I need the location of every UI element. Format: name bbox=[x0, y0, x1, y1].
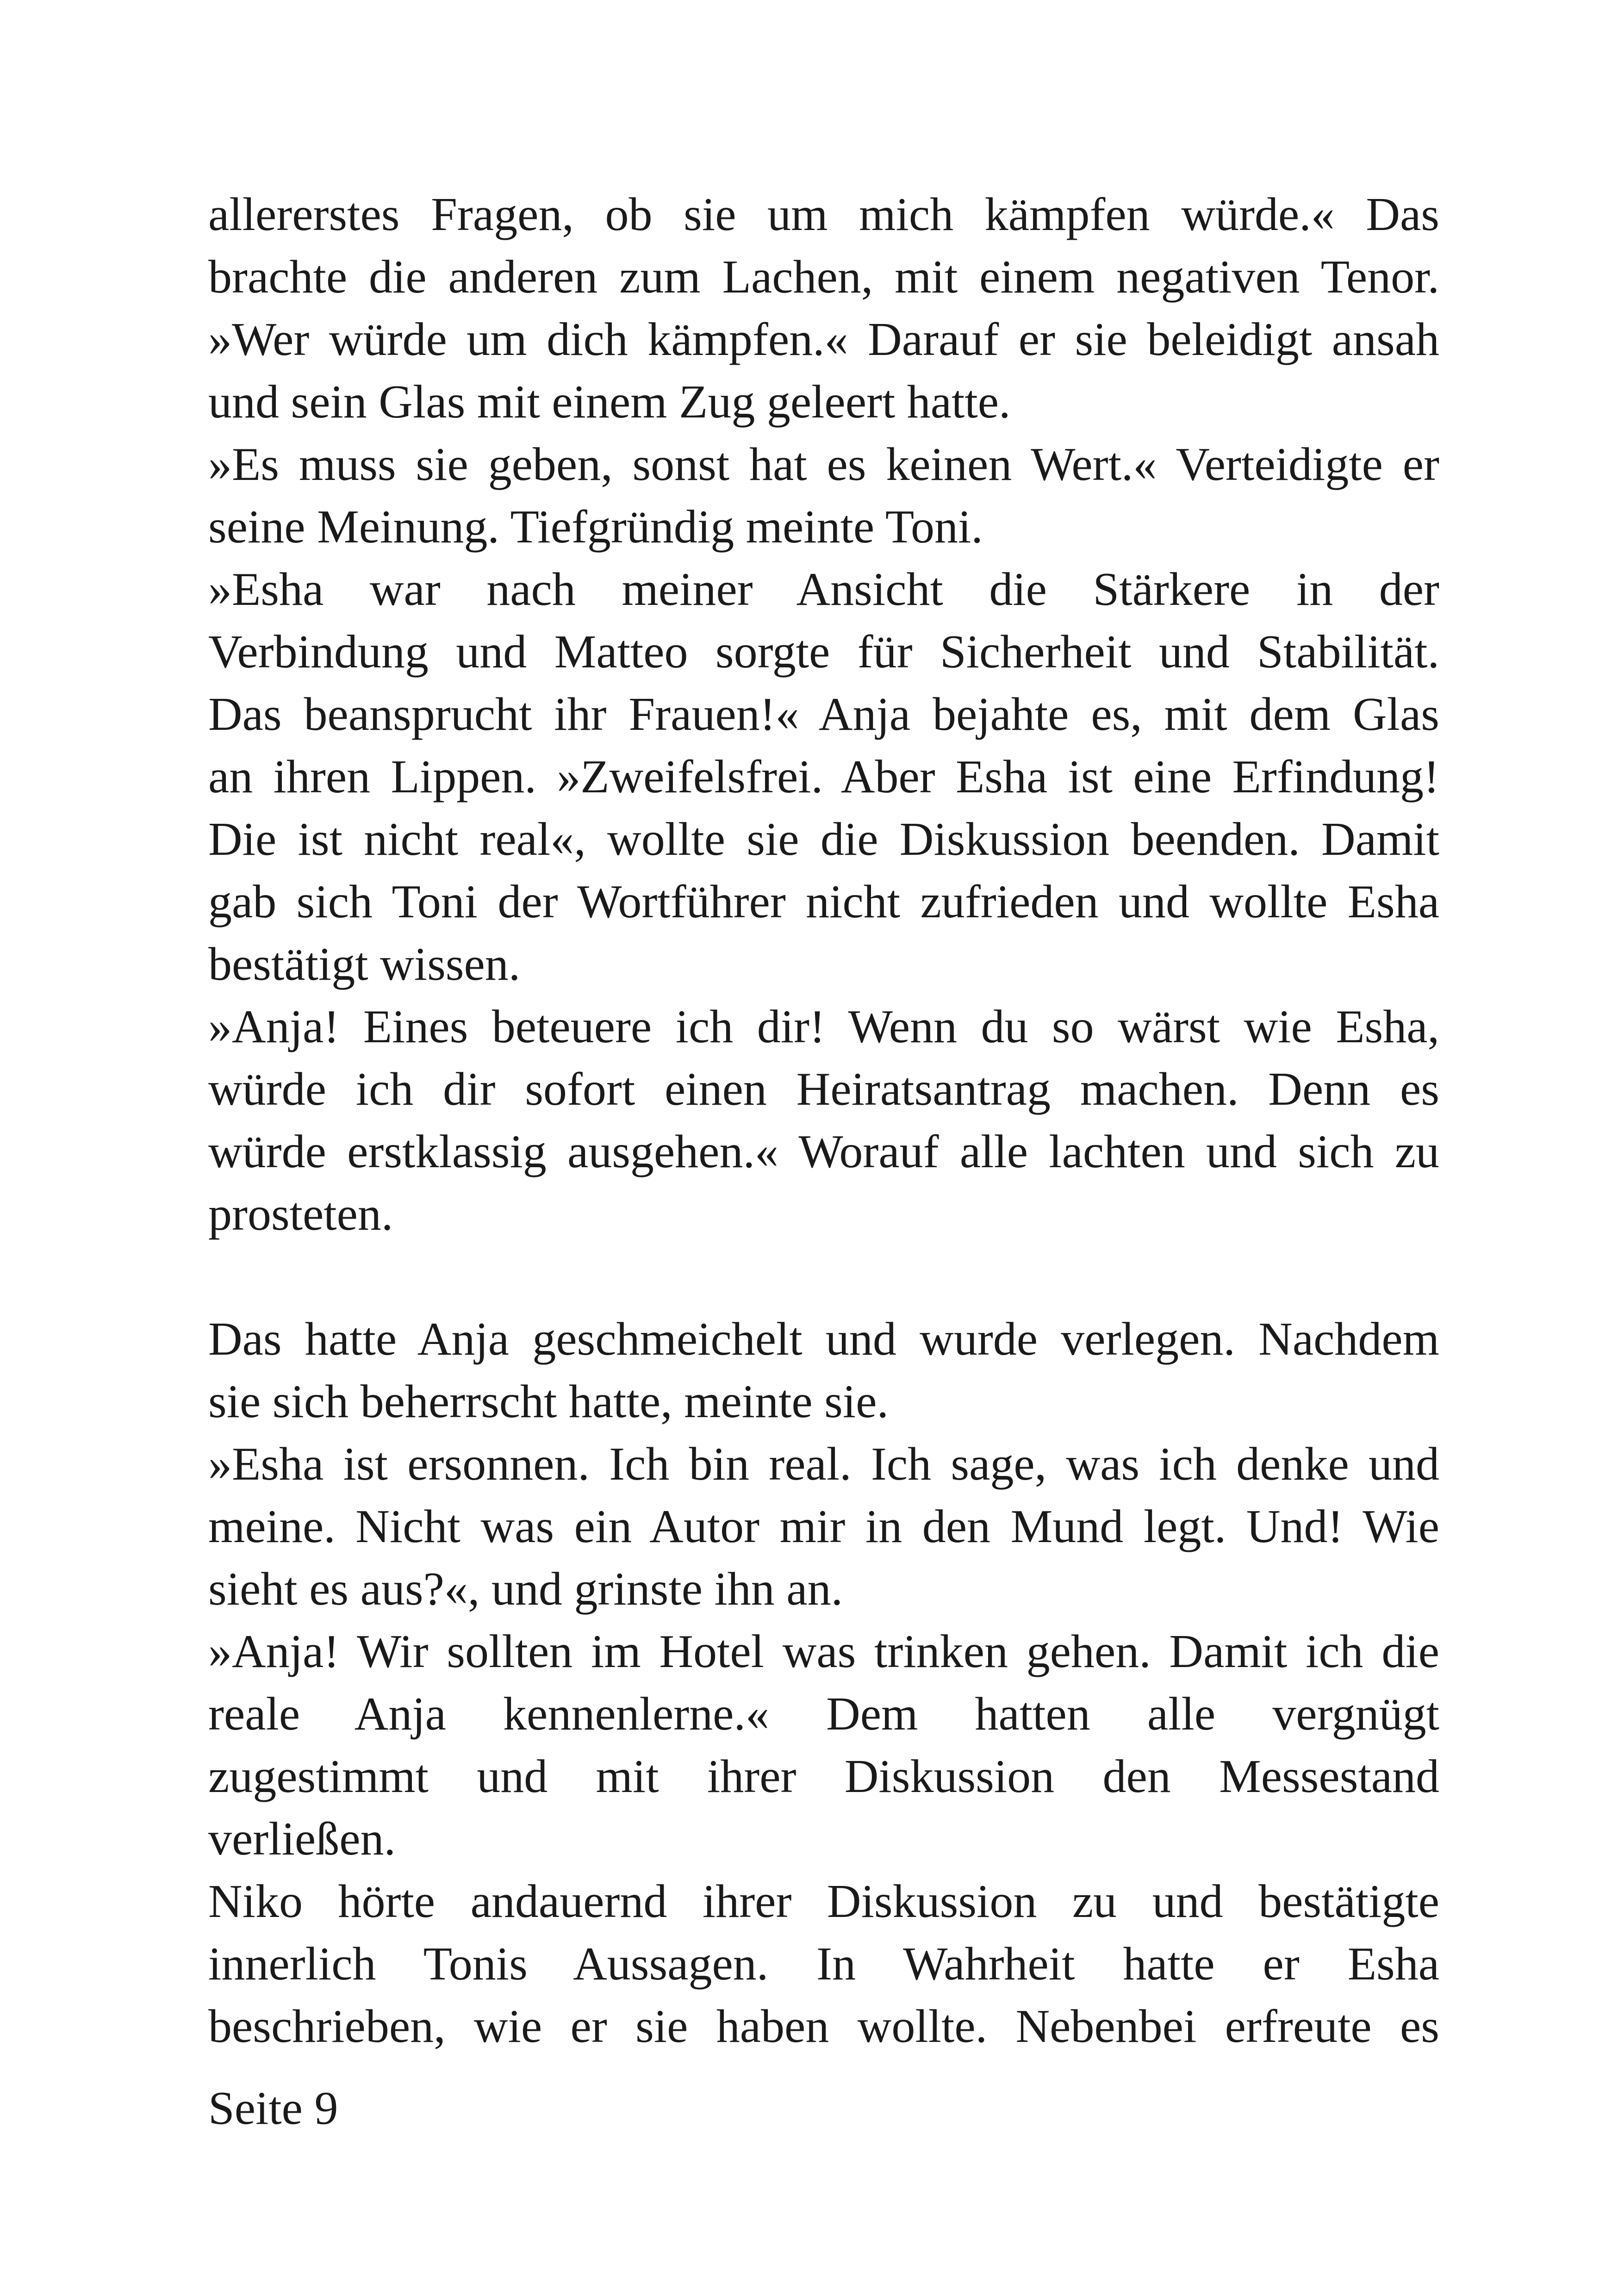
text-line: »Esha ist ersonnen. Ich bin real. Ich sage, was ich denke und bbox=[208, 1438, 1439, 1490]
text-line: sieht es aus?«, und grinste ihn an. bbox=[208, 1563, 843, 1615]
text-line: »Es muss sie geben, sonst hat es keinen Wert.« Verteidigte er bbox=[208, 438, 1439, 491]
text-line: Das hatte Anja geschmeichelt und wurde verlegen. Nachdem bbox=[208, 1313, 1439, 1365]
text-line: reale Anja kennenlerne.« Dem hatten alle vergnügt bbox=[208, 1688, 1439, 1740]
text-line: an ihren Lippen. »Zweifelsfrei. Aber Esha ist eine Erfindung! bbox=[208, 751, 1439, 803]
text-line: würde erstklassig ausgehen.« Worauf alle lachten und sich zu bbox=[208, 1126, 1439, 1178]
text-line: gab sich Toni der Wortführer nicht zufrieden und wollte Esha bbox=[208, 876, 1439, 928]
text-line: brachte die anderen zum Lachen, mit einem negativen Tenor. bbox=[208, 251, 1439, 303]
text-line: beschrieben, wie er sie haben wollte. Nebenbei erfreute es bbox=[208, 2000, 1439, 2053]
text-line: Niko hörte andauernd ihrer Diskussion zu und bestätigte bbox=[208, 1875, 1439, 1928]
text-line: Verbindung und Matteo sorgte für Sicherheit und Stabilität. bbox=[208, 626, 1439, 678]
text-line: verließen. bbox=[208, 1813, 396, 1865]
text-line: Das beansprucht ihr Frauen!« Anja bejahte es, mit dem Glas bbox=[208, 688, 1439, 740]
text-line: innerlich Tonis Aussagen. In Wahrheit hatte er Esha bbox=[208, 1938, 1439, 1990]
text-line: allererstes Fragen, ob sie um mich kämpfen würde.« Das bbox=[208, 188, 1439, 241]
text-line: Die ist nicht real«, wollte sie die Diskussion beenden. Damit bbox=[208, 813, 1439, 865]
page-body-text bbox=[208, 183, 1439, 2058]
paragraph-gap bbox=[208, 1245, 1439, 1308]
text-line: »Wer würde um dich kämpfen.« Darauf er sie beleidigt ansah bbox=[208, 313, 1439, 366]
text-line: und sein Glas mit einem Zug geleert hatte. bbox=[208, 376, 1011, 428]
text-line: sie sich beherrscht hatte, meinte sie. bbox=[208, 1375, 889, 1428]
text-line: »Esha war nach meiner Ansicht die Stärkere in der bbox=[208, 563, 1439, 616]
text-line: seine Meinung. Tiefgründig meinte Toni. bbox=[208, 501, 983, 553]
text-line: prosteten. bbox=[208, 1188, 393, 1240]
text-line: zugestimmt und mit ihrer Diskussion den Messestand bbox=[208, 1750, 1439, 1803]
text-line: meine. Nicht was ein Autor mir in den Mund legt. Und! Wie bbox=[208, 1500, 1439, 1553]
page-number: Seite 9 bbox=[208, 2082, 338, 2134]
text-line: würde ich dir sofort einen Heiratsantrag machen. Denn es bbox=[208, 1063, 1439, 1115]
text-line: »Anja! Wir sollten im Hotel was trinken gehen. Damit ich die bbox=[208, 1625, 1439, 1678]
text-line: »Anja! Eines beteuere ich dir! Wenn du so wärst wie Esha, bbox=[208, 1001, 1439, 1053]
text-line: bestätigt wissen. bbox=[208, 938, 521, 990]
